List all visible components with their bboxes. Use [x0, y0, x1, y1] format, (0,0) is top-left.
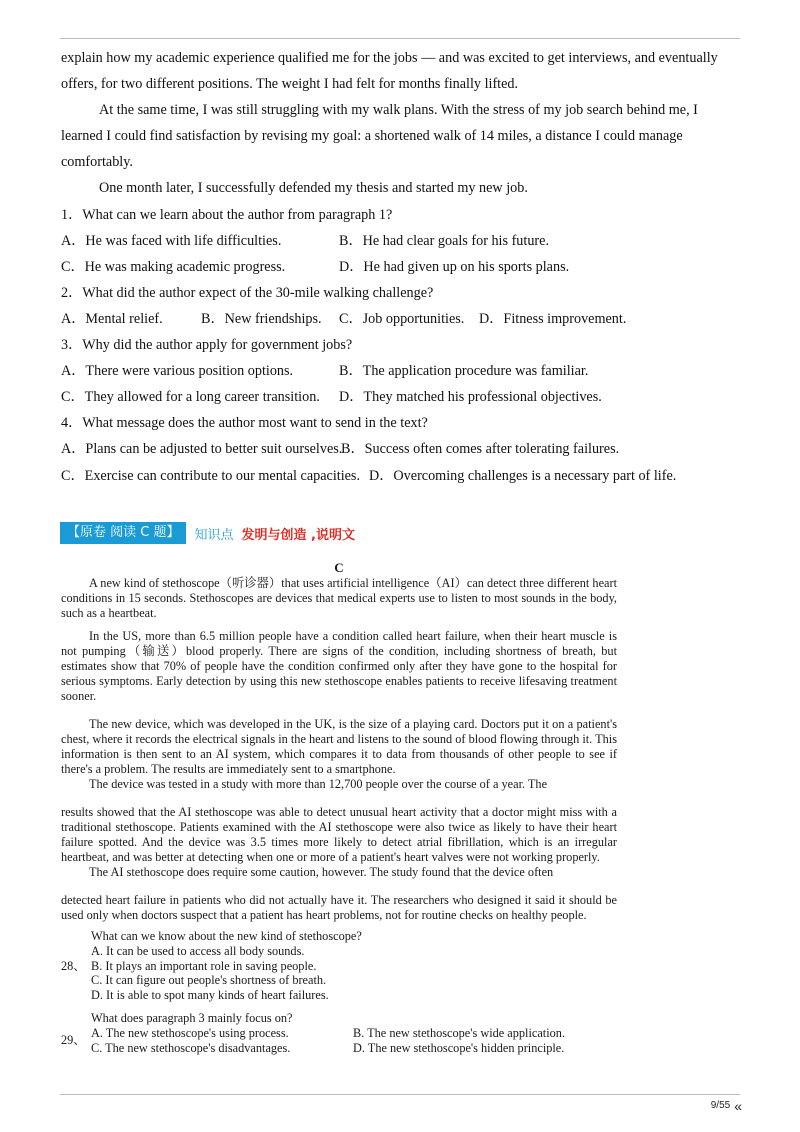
- option-a: A．Plans can be adjusted to better suit ourselves.: [61, 441, 343, 458]
- option-b: B. It plays an important role in saving people.: [91, 958, 317, 973]
- option-a: A. It can be used to access all body sounds.: [91, 943, 305, 958]
- passage-b-section: [61, 45, 741, 489]
- question-1-options-row: [61, 228, 741, 254]
- passage-paragraph: results showed that the AI stethoscope was able to detect unusual heart activity that a doctor might miss with a traditional stethoscope. Patients examined with the AI stethoscope were also twice as likely to have their heart failure spotted. And the device was 3.5 times more likely to detect atrial fibrillation, which is an irregular heartbeat, and was better at detecting when one or more of a patient's heart valves were not working properly.: [61, 805, 617, 864]
- page-footer: [710, 1097, 742, 1114]
- page-number: 9/55: [710, 1100, 731, 1111]
- question-29: [61, 1011, 617, 1055]
- question-4-options-row: [61, 463, 741, 489]
- option-c: C．Job opportunities.: [339, 310, 465, 327]
- option-b: B．He had clear goals for his future.: [339, 232, 549, 249]
- question-body: [91, 1011, 565, 1055]
- question-3-stem: 3．Why did the author apply for government jobs?: [61, 337, 353, 354]
- option-a: A. The new stethoscope's using process.: [91, 1025, 289, 1040]
- knowledge-point-label: 知识点: [194, 527, 234, 543]
- option-c: C．They allowed for a long career transition.: [61, 389, 320, 406]
- passage-paragraph: A new kind of stethoscope（听诊器）that uses artificial intelligence（AI）can detect three different heart conditions in 15 seconds. Stethoscopes are devices that medical experts use to listen to most sounds in the body, such as a heartbeat.: [61, 576, 617, 620]
- double-chevron-left-icon[interactable]: «: [734, 1097, 742, 1114]
- passage-line: offers, for two different positions. The weight I had felt for months finally lifted.: [61, 76, 519, 93]
- passage-c-section: [61, 560, 617, 1055]
- option-a: A．Mental relief.: [61, 310, 163, 327]
- question-4-stem: 4．What message does the author most want to send in the text?: [61, 415, 428, 432]
- question-3-options-row: [61, 384, 741, 410]
- passage-letter: C: [334, 560, 344, 575]
- question-2-stem: 2．What did the author expect of the 30-mile walking challenge?: [61, 284, 434, 301]
- question-4-options-row: [61, 436, 741, 462]
- question-1-stem: 1．What can we learn about the author from paragraph 1?: [61, 206, 393, 223]
- topic-label: 发明与创造 ,说明文: [241, 527, 355, 543]
- option-d: D. The new stethoscope's hidden principle.: [353, 1040, 565, 1055]
- top-divider: [60, 38, 740, 39]
- passage-line: explain how my academic experience qualified me for the jobs — and was excited to get interviews, and eventually: [61, 50, 718, 66]
- passage-paragraph: In the US, more than 6.5 million people have a condition called heart failure, when their heart muscle is not pumping（输送）blood properly. There are signs of the condition, including shortness of breath, but estimates show that 70% of people have the condition confirmed only after they have gone to the hospital for serious symptoms. Early detection by using this new stethoscope enables patients to receive lifesaving treatment sooner.: [61, 629, 617, 703]
- question-28: [61, 929, 617, 1003]
- option-c: C．Exercise can contribute to our mental capacities.: [61, 467, 361, 484]
- passage-paragraph: The device was tested in a study with more than 12,700 people over the course of a year. The: [89, 776, 548, 791]
- option-b: B．Success often comes after tolerating failures.: [341, 441, 620, 458]
- option-d: D．He had given up on his sports plans.: [339, 258, 570, 275]
- passage-paragraph: detected heart failure in patients who did not actually have it. The researchers who designed it said it should be used only when doctors suspect that a patient has heart problems, not for routine checks on healthy people.: [61, 893, 617, 923]
- option-b: B．The application procedure was familiar.: [339, 363, 589, 380]
- question-number: 28、: [61, 958, 86, 973]
- bottom-divider: [60, 1094, 740, 1095]
- question-3-options-row: [61, 358, 741, 384]
- question-number: 29、: [61, 1032, 86, 1047]
- option-d: D. It is able to spot many kinds of heart failures.: [91, 988, 329, 1003]
- option-a: A．He was faced with life difficulties.: [61, 232, 282, 249]
- section-tag: [60, 522, 355, 544]
- passage-line: At the same time, I was still struggling with my walk plans. With the stress of my job search behind me, I: [99, 102, 698, 119]
- question-stem: What does paragraph 3 mainly focus on?: [91, 1010, 293, 1025]
- passage-line: comfortably.: [61, 154, 133, 171]
- option-a: A．There were various position options.: [61, 363, 294, 380]
- option-d: D．Overcoming challenges is a necessary part of life.: [369, 467, 677, 484]
- option-c: C．He was making academic progress.: [61, 258, 286, 275]
- passage-paragraph: The new device, which was developed in the UK, is the size of a playing card. Doctors put it on a patient's chest, where it records the electrical signals in the heart and listens to the sound of blood flowing through it. This information is then sent to an AI system, which compares it to data from thousands of other people to see if there's a problem. The results are immediately sent to a smartphone.: [61, 717, 617, 776]
- question-2-options-row: [61, 306, 741, 332]
- question-1-options-row: [61, 254, 741, 280]
- passage-line: learned I could find satisfaction by revising my goal: a shortened walk of 14 miles, a distance I could manage: [61, 128, 683, 145]
- option-b: B. The new stethoscope's wide application.: [353, 1025, 566, 1040]
- option-d: D．Fitness improvement.: [479, 310, 627, 327]
- option-d: D．They matched his professional objectives.: [339, 389, 602, 406]
- option-b: B．New friendships.: [201, 310, 322, 327]
- option-c: C. It can figure out people's shortness of breath.: [91, 973, 327, 988]
- original-paper-label: 【原卷 阅读 C 题】: [60, 522, 186, 544]
- passage-paragraph: The AI stethoscope does require some caution, however. The study found that the device often: [89, 864, 554, 879]
- question-stem: What can we know about the new kind of stethoscope?: [91, 928, 362, 943]
- question-body: [91, 929, 362, 1003]
- passage-line: One month later, I successfully defended my thesis and started my new job.: [99, 180, 528, 197]
- option-c: C. The new stethoscope's disadvantages.: [91, 1040, 291, 1055]
